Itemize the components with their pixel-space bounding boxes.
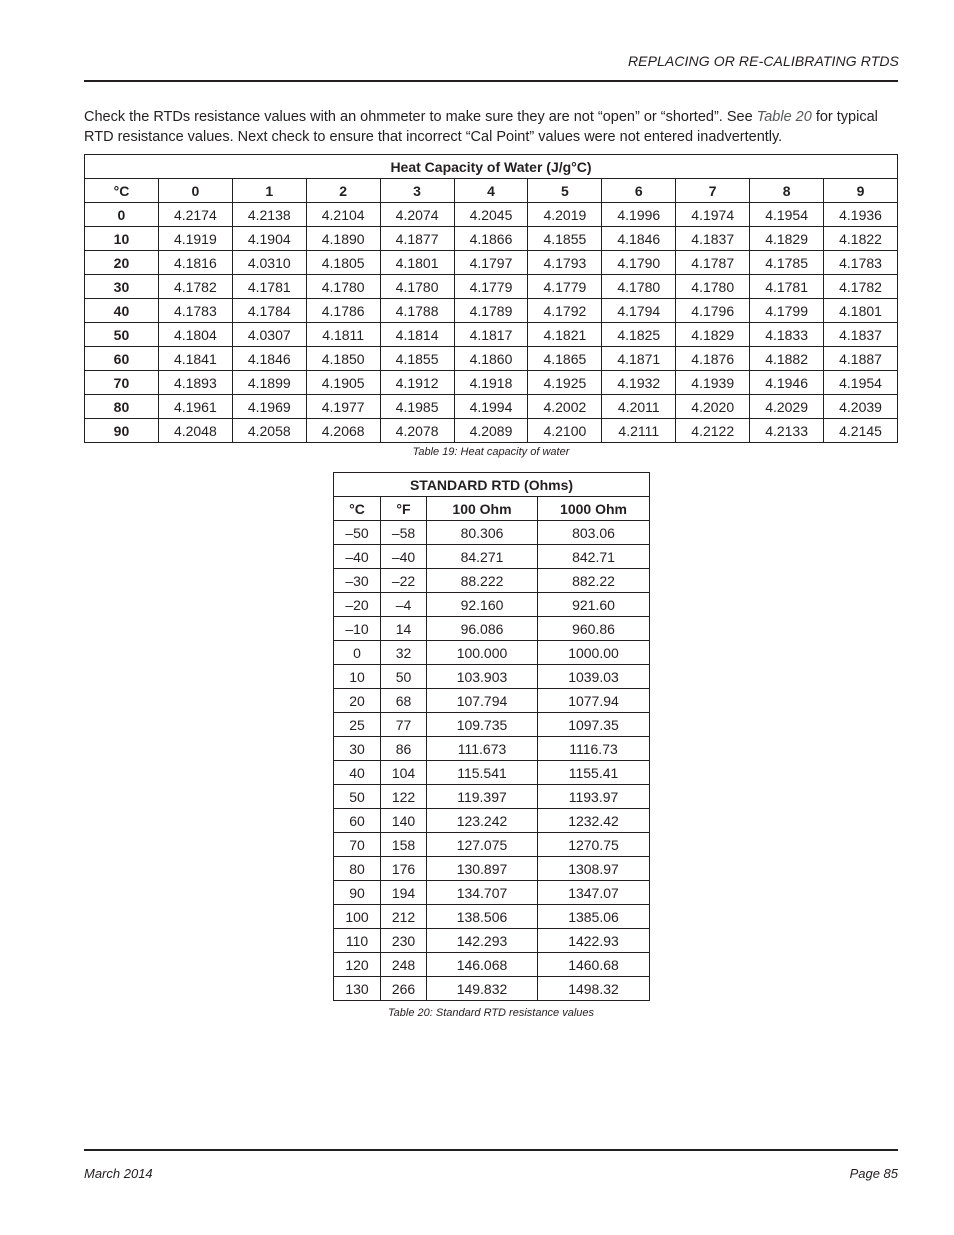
table-cell: 4.1985 <box>380 395 454 419</box>
table-row <box>334 809 650 833</box>
row-header-cell: 60 <box>85 347 159 371</box>
table-cell: 921.60 <box>538 593 650 617</box>
table-cell: 4.1954 <box>824 371 898 395</box>
table-cell: 4.1801 <box>824 299 898 323</box>
footer-divider <box>84 1149 898 1151</box>
table-cell: 127.075 <box>427 833 538 857</box>
table-cell: 4.2100 <box>528 419 602 443</box>
table-cell: 4.0310 <box>232 251 306 275</box>
table-cell: 4.2029 <box>750 395 824 419</box>
table-row <box>334 953 650 977</box>
table-cell: 4.1890 <box>306 227 380 251</box>
row-header-cell: –30 <box>334 569 381 593</box>
table-row <box>334 545 650 569</box>
table-cell: 4.1811 <box>306 323 380 347</box>
table-cell: 4.1794 <box>602 299 676 323</box>
table-cell: 4.1969 <box>232 395 306 419</box>
heat-capacity-table <box>84 154 898 443</box>
row-header-cell: –40 <box>334 545 381 569</box>
table-row <box>85 419 898 443</box>
table-row <box>85 395 898 419</box>
column-header: 9 <box>824 179 898 203</box>
row-header-cell: 40 <box>85 299 159 323</box>
table-cell: 4.1804 <box>158 323 232 347</box>
header-divider <box>84 80 898 82</box>
table-cell: 1308.97 <box>538 857 650 881</box>
rtd-table-title: STANDARD RTD (Ohms) <box>334 473 650 497</box>
table-cell: 4.1816 <box>158 251 232 275</box>
table-cell: 4.1787 <box>676 251 750 275</box>
table-cell: 4.2145 <box>824 419 898 443</box>
row-header-cell: –20 <box>334 593 381 617</box>
row-header-cell: 90 <box>334 881 381 905</box>
table-cell: 140 <box>381 809 427 833</box>
column-header: 6 <box>602 179 676 203</box>
table-cell: 4.1994 <box>454 395 528 419</box>
row-header-cell: 60 <box>334 809 381 833</box>
table-cell: 4.2122 <box>676 419 750 443</box>
table-cell: 4.1850 <box>306 347 380 371</box>
table-cell: 149.832 <box>427 977 538 1001</box>
table-cell: 80.306 <box>427 521 538 545</box>
row-header-cell: 70 <box>85 371 159 395</box>
table-cell: 4.1946 <box>750 371 824 395</box>
table-cell: 1116.73 <box>538 737 650 761</box>
table-cell: 194 <box>381 881 427 905</box>
column-header: 7 <box>676 179 750 203</box>
table-20-caption: Table 20: Standard RTD resistance values <box>387 1007 595 1019</box>
table-cell: 4.1783 <box>158 299 232 323</box>
table-cell: 4.2058 <box>232 419 306 443</box>
table-cell: 158 <box>381 833 427 857</box>
column-header: °C <box>85 179 159 203</box>
table-row <box>334 857 650 881</box>
table-cell: –22 <box>381 569 427 593</box>
table-cell: 230 <box>381 929 427 953</box>
column-header: 2 <box>306 179 380 203</box>
table-cell: 86 <box>381 737 427 761</box>
table-cell: 4.1882 <box>750 347 824 371</box>
table-cell: 4.1846 <box>232 347 306 371</box>
table-cell: 4.1865 <box>528 347 602 371</box>
table-cell: 4.1786 <box>306 299 380 323</box>
table-cell: 4.1996 <box>602 203 676 227</box>
table-cell: 96.086 <box>427 617 538 641</box>
table-cell: 4.1918 <box>454 371 528 395</box>
column-header: 8 <box>750 179 824 203</box>
table-cell: 4.2138 <box>232 203 306 227</box>
table-cell: 4.1866 <box>454 227 528 251</box>
table-row <box>334 593 650 617</box>
table-cell: 4.1781 <box>232 275 306 299</box>
table-cell: 4.1799 <box>750 299 824 323</box>
table-cell: 4.1784 <box>232 299 306 323</box>
column-header: 3 <box>380 179 454 203</box>
table-cell: 4.2104 <box>306 203 380 227</box>
table-cell: 4.1793 <box>528 251 602 275</box>
table-cell: 4.1887 <box>824 347 898 371</box>
table-cell: 4.2111 <box>602 419 676 443</box>
table-cell: 4.1912 <box>380 371 454 395</box>
table-cell: 77 <box>381 713 427 737</box>
table-cell: 115.541 <box>427 761 538 785</box>
table-cell: 1232.42 <box>538 809 650 833</box>
table-cell: 122 <box>381 785 427 809</box>
table-cell: 4.2048 <box>158 419 232 443</box>
table-cell: 4.1821 <box>528 323 602 347</box>
table-cell: 1155.41 <box>538 761 650 785</box>
table-cell: 4.1899 <box>232 371 306 395</box>
table-cell: 4.1829 <box>676 323 750 347</box>
table-row <box>85 347 898 371</box>
table-cell: 4.1780 <box>676 275 750 299</box>
table-cell: 4.1782 <box>158 275 232 299</box>
table-cell: 803.06 <box>538 521 650 545</box>
table-row <box>334 737 650 761</box>
table-row <box>334 833 650 857</box>
table-cell: 4.1797 <box>454 251 528 275</box>
table-cell: 103.903 <box>427 665 538 689</box>
table-cell: 4.2039 <box>824 395 898 419</box>
table-row <box>85 203 898 227</box>
table-cell: 1385.06 <box>538 905 650 929</box>
table-cell: –40 <box>381 545 427 569</box>
page-number: Page 85 <box>849 1166 898 1181</box>
table-cell: 138.506 <box>427 905 538 929</box>
table-cell: 4.1871 <box>602 347 676 371</box>
table-cell: 4.1788 <box>380 299 454 323</box>
table-cell: 134.707 <box>427 881 538 905</box>
table-cell: 123.242 <box>427 809 538 833</box>
intro-text-2: for typical RTD resistance values. Next check to ensure that incorrect “Cal Point” values were not entered inadvertently. <box>84 109 878 145</box>
row-header-cell: 90 <box>85 419 159 443</box>
row-header-cell: 40 <box>334 761 381 785</box>
table-cell: 4.2011 <box>602 395 676 419</box>
table-cell: 266 <box>381 977 427 1001</box>
table-cell: 4.1954 <box>750 203 824 227</box>
table-cell: 4.1925 <box>528 371 602 395</box>
table-cell: 960.86 <box>538 617 650 641</box>
row-header-cell: 10 <box>334 665 381 689</box>
table-cell: 4.1822 <box>824 227 898 251</box>
table-cell: 4.1801 <box>380 251 454 275</box>
table-row <box>334 665 650 689</box>
table-row <box>334 905 650 929</box>
table-row <box>85 323 898 347</box>
table-cell: 4.1977 <box>306 395 380 419</box>
table-cell: –4 <box>381 593 427 617</box>
table-20-reference[interactable]: Table 20 <box>756 109 812 125</box>
table-cell: 1077.94 <box>538 689 650 713</box>
table-cell: 1270.75 <box>538 833 650 857</box>
table-cell: –58 <box>381 521 427 545</box>
table-cell: 4.1833 <box>750 323 824 347</box>
table-row <box>334 641 650 665</box>
column-header: 4 <box>454 179 528 203</box>
table-cell: 88.222 <box>427 569 538 593</box>
table-row <box>334 569 650 593</box>
row-header-cell: 0 <box>85 203 159 227</box>
table-cell: 142.293 <box>427 929 538 953</box>
table-row <box>334 689 650 713</box>
table-cell: 107.794 <box>427 689 538 713</box>
column-header: 5 <box>528 179 602 203</box>
table-cell: 4.1961 <box>158 395 232 419</box>
table-cell: 14 <box>381 617 427 641</box>
table-cell: 1498.32 <box>538 977 650 1001</box>
table-cell: 4.2133 <box>750 419 824 443</box>
table-row <box>334 521 650 545</box>
section-header: REPLACING OR RE-CALIBRATING RTDS <box>627 53 899 69</box>
row-header-cell: 70 <box>334 833 381 857</box>
row-header-cell: 10 <box>85 227 159 251</box>
table-cell: 842.71 <box>538 545 650 569</box>
column-header: °C <box>334 497 381 521</box>
table-cell: 212 <box>381 905 427 929</box>
table-cell: 4.1893 <box>158 371 232 395</box>
table-cell: 4.1974 <box>676 203 750 227</box>
table-row <box>85 227 898 251</box>
table-19-caption: Table 19: Heat capacity of water <box>412 446 570 458</box>
table-cell: 1000.00 <box>538 641 650 665</box>
table-cell: 882.22 <box>538 569 650 593</box>
table-cell: 4.1781 <box>750 275 824 299</box>
row-header-cell: 120 <box>334 953 381 977</box>
table-cell: 100.000 <box>427 641 538 665</box>
table-cell: 111.673 <box>427 737 538 761</box>
table-cell: 1039.03 <box>538 665 650 689</box>
table-cell: 176 <box>381 857 427 881</box>
table-cell: 4.1780 <box>380 275 454 299</box>
footer-date: March 2014 <box>84 1166 153 1181</box>
table-cell: 32 <box>381 641 427 665</box>
table-cell: 84.271 <box>427 545 538 569</box>
table-cell: 4.2045 <box>454 203 528 227</box>
table-cell: 4.2174 <box>158 203 232 227</box>
table-cell: 4.2002 <box>528 395 602 419</box>
column-header: 100 Ohm <box>427 497 538 521</box>
table-cell: 4.1936 <box>824 203 898 227</box>
row-header-cell: 110 <box>334 929 381 953</box>
heat-capacity-table-title: Heat Capacity of Water (J/g°C) <box>85 155 898 179</box>
table-cell: 4.1814 <box>380 323 454 347</box>
table-cell: 4.1792 <box>528 299 602 323</box>
row-header-cell: 50 <box>85 323 159 347</box>
row-header-cell: 80 <box>85 395 159 419</box>
row-header-cell: 130 <box>334 977 381 1001</box>
table-cell: 4.1877 <box>380 227 454 251</box>
row-header-cell: 0 <box>334 641 381 665</box>
table-cell: 4.2089 <box>454 419 528 443</box>
table-cell: 4.1905 <box>306 371 380 395</box>
table-cell: 4.2078 <box>380 419 454 443</box>
table-cell: 50 <box>381 665 427 689</box>
table-cell: 4.2074 <box>380 203 454 227</box>
table-cell: 4.1780 <box>306 275 380 299</box>
row-header-cell: –10 <box>334 617 381 641</box>
table-cell: 4.2019 <box>528 203 602 227</box>
table-cell: 4.1855 <box>528 227 602 251</box>
table-cell: 1347.07 <box>538 881 650 905</box>
table-row <box>334 761 650 785</box>
table-cell: 4.2068 <box>306 419 380 443</box>
table-cell: 248 <box>381 953 427 977</box>
table-cell: 104 <box>381 761 427 785</box>
table-cell: 4.2020 <box>676 395 750 419</box>
table-cell: 4.1904 <box>232 227 306 251</box>
intro-text-1: Check the RTDs resistance values with an ohmmeter to make sure they are not “open” or “shorted”. See <box>84 109 757 125</box>
table-cell: 1460.68 <box>538 953 650 977</box>
table-cell: 4.1783 <box>824 251 898 275</box>
table-cell: 4.1805 <box>306 251 380 275</box>
table-row <box>334 881 650 905</box>
table-cell: 4.1796 <box>676 299 750 323</box>
table-cell: 4.1846 <box>602 227 676 251</box>
table-cell: 4.1779 <box>528 275 602 299</box>
row-header-cell: 80 <box>334 857 381 881</box>
table-cell: 4.1876 <box>676 347 750 371</box>
rtd-resistance-table <box>333 472 650 1001</box>
table-row <box>334 785 650 809</box>
table-row <box>85 275 898 299</box>
column-header: °F <box>381 497 427 521</box>
table-cell: 119.397 <box>427 785 538 809</box>
table-cell: 109.735 <box>427 713 538 737</box>
row-header-cell: 50 <box>334 785 381 809</box>
row-header-cell: 20 <box>334 689 381 713</box>
table-cell: 4.1817 <box>454 323 528 347</box>
table-row <box>85 251 898 275</box>
table-cell: 4.1825 <box>602 323 676 347</box>
table-cell: 4.1780 <box>602 275 676 299</box>
row-header-cell: –50 <box>334 521 381 545</box>
row-header-cell: 100 <box>334 905 381 929</box>
table-row <box>334 977 650 1001</box>
table-cell: 1193.97 <box>538 785 650 809</box>
table-row <box>334 713 650 737</box>
table-cell: 4.1932 <box>602 371 676 395</box>
row-header-cell: 25 <box>334 713 381 737</box>
table-cell: 4.1829 <box>750 227 824 251</box>
table-cell: 4.1779 <box>454 275 528 299</box>
table-cell: 92.160 <box>427 593 538 617</box>
table-cell: 146.068 <box>427 953 538 977</box>
table-cell: 4.1860 <box>454 347 528 371</box>
row-header-cell: 20 <box>85 251 159 275</box>
table-cell: 4.1782 <box>824 275 898 299</box>
table-cell: 1422.93 <box>538 929 650 953</box>
table-cell: 68 <box>381 689 427 713</box>
table-cell: 4.1789 <box>454 299 528 323</box>
table-cell: 4.1837 <box>824 323 898 347</box>
table-row <box>334 617 650 641</box>
table-cell: 4.1837 <box>676 227 750 251</box>
table-cell: 4.1939 <box>676 371 750 395</box>
table-row <box>85 371 898 395</box>
table-cell: 130.897 <box>427 857 538 881</box>
table-cell: 4.1785 <box>750 251 824 275</box>
table-cell: 4.1841 <box>158 347 232 371</box>
row-header-cell: 30 <box>334 737 381 761</box>
column-header: 0 <box>158 179 232 203</box>
table-row <box>85 299 898 323</box>
table-row <box>334 929 650 953</box>
intro-paragraph <box>84 107 898 147</box>
table-cell: 4.1855 <box>380 347 454 371</box>
column-header: 1 <box>232 179 306 203</box>
table-cell: 1097.35 <box>538 713 650 737</box>
column-header: 1000 Ohm <box>538 497 650 521</box>
table-cell: 4.0307 <box>232 323 306 347</box>
row-header-cell: 30 <box>85 275 159 299</box>
table-cell: 4.1919 <box>158 227 232 251</box>
table-cell: 4.1790 <box>602 251 676 275</box>
